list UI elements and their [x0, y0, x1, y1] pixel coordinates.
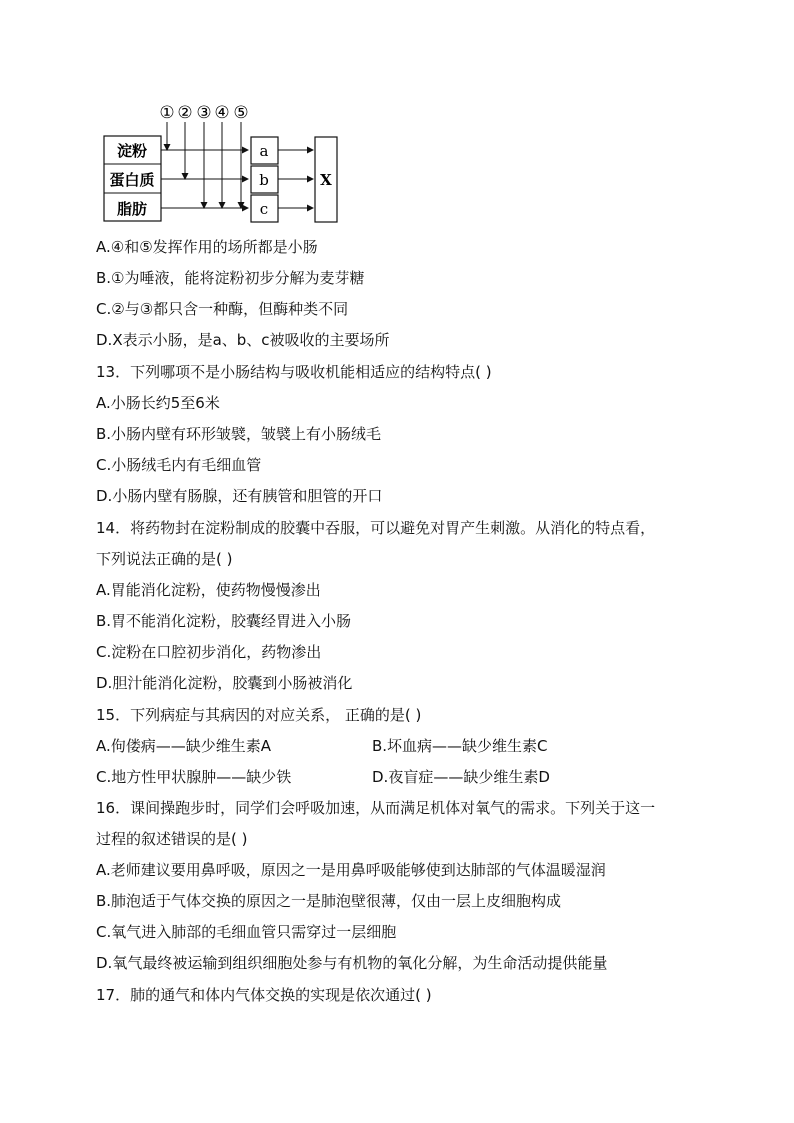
product-a: a: [259, 142, 269, 160]
q14-option-a: A.胃能消化淀粉，使药物慢慢渗出: [96, 581, 321, 599]
q13-option-d: D.小肠内壁有肠腺，还有胰管和胆管的开口: [96, 487, 383, 505]
q16-option-a: A.老师建议要用鼻呼吸，原因之一是用鼻呼吸能够使到达肺部的气体温暖湿润: [96, 861, 606, 879]
q12-option-b: B.①为唾液，能将淀粉初步分解为麦芽糖: [96, 269, 365, 287]
q15-option-b: B.坏血病——缺少维生素C: [372, 737, 548, 755]
product-c: c: [259, 200, 269, 218]
q12-option-d: D.X表示小肠，是a、b、c被吸收的主要场所: [96, 331, 390, 349]
q15-stem: 15．下列病症与其病因的对应关系， 正确的是( ): [96, 706, 422, 724]
marker-2: ②: [177, 103, 193, 123]
q16-option-b: B.肺泡适于气体交换的原因之一是肺泡壁很薄，仅由一层上皮细胞构成: [96, 892, 562, 910]
q15-option-d: D.夜盲症——缺少维生素D: [372, 768, 550, 786]
source-starch: 淀粉: [116, 142, 148, 160]
digestion-diagram: [100, 100, 350, 226]
q14-stem-line1: 14．将药物封在淀粉制成的胶囊中吞服，可以避免对胃产生刺激。从消化的特点看，: [96, 519, 656, 537]
q16-option-c: C.氧气进入肺部的毛细血管只需穿过一层细胞: [96, 923, 397, 941]
q13-stem: 13．下列哪项不是小肠结构与吸收机能相适应的结构特点( ): [96, 363, 492, 381]
marker-4: ④: [214, 103, 230, 123]
q17-stem: 17．肺的通气和体内气体交换的实现是依次通过( ): [96, 986, 432, 1004]
q15-option-a: A.佝偻病——缺少维生素A: [96, 737, 272, 755]
q16-stem-line2: 过程的叙述错误的是( ): [96, 830, 248, 848]
marker-3: ③: [196, 103, 212, 123]
q16-option-d: D.氧气最终被运输到组织细胞处参与有机物的氧化分解，为生命活动提供能量: [96, 954, 608, 972]
q14-option-b: B.胃不能消化淀粉，胶囊经胃进入小肠: [96, 612, 352, 630]
target-x: X: [320, 171, 332, 189]
q14-option-c: C.淀粉在口腔初步消化，药物渗出: [96, 643, 322, 661]
product-b: b: [259, 171, 269, 189]
marker-5: ⑤: [233, 103, 249, 123]
q12-option-a: A.④和⑤发挥作用的场所都是小肠: [96, 238, 318, 256]
q13-option-c: C.小肠绒毛内有毛细血管: [96, 456, 262, 474]
q13-option-a: A.小肠长约5至6米: [96, 394, 220, 412]
marker-1: ①: [159, 103, 175, 123]
source-protein: 蛋白质: [109, 171, 155, 189]
q13-option-b: B.小肠内壁有环形皱襞，皱襞上有小肠绒毛: [96, 425, 382, 443]
q14-option-d: D.胆汁能消化淀粉，胶囊到小肠被消化: [96, 674, 353, 692]
source-fat: 脂肪: [116, 200, 148, 218]
q14-stem-line2: 下列说法正确的是( ): [96, 550, 233, 568]
q15-option-c: C.地方性甲状腺肿——缺少铁: [96, 768, 292, 786]
q12-option-c: C.②与③都只含一种酶，但酶种类不同: [96, 300, 349, 318]
q16-stem-line1: 16．课间操跑步时，同学们会呼吸加速，从而满足机体对氧气的需求。下列关于这一: [96, 799, 656, 817]
